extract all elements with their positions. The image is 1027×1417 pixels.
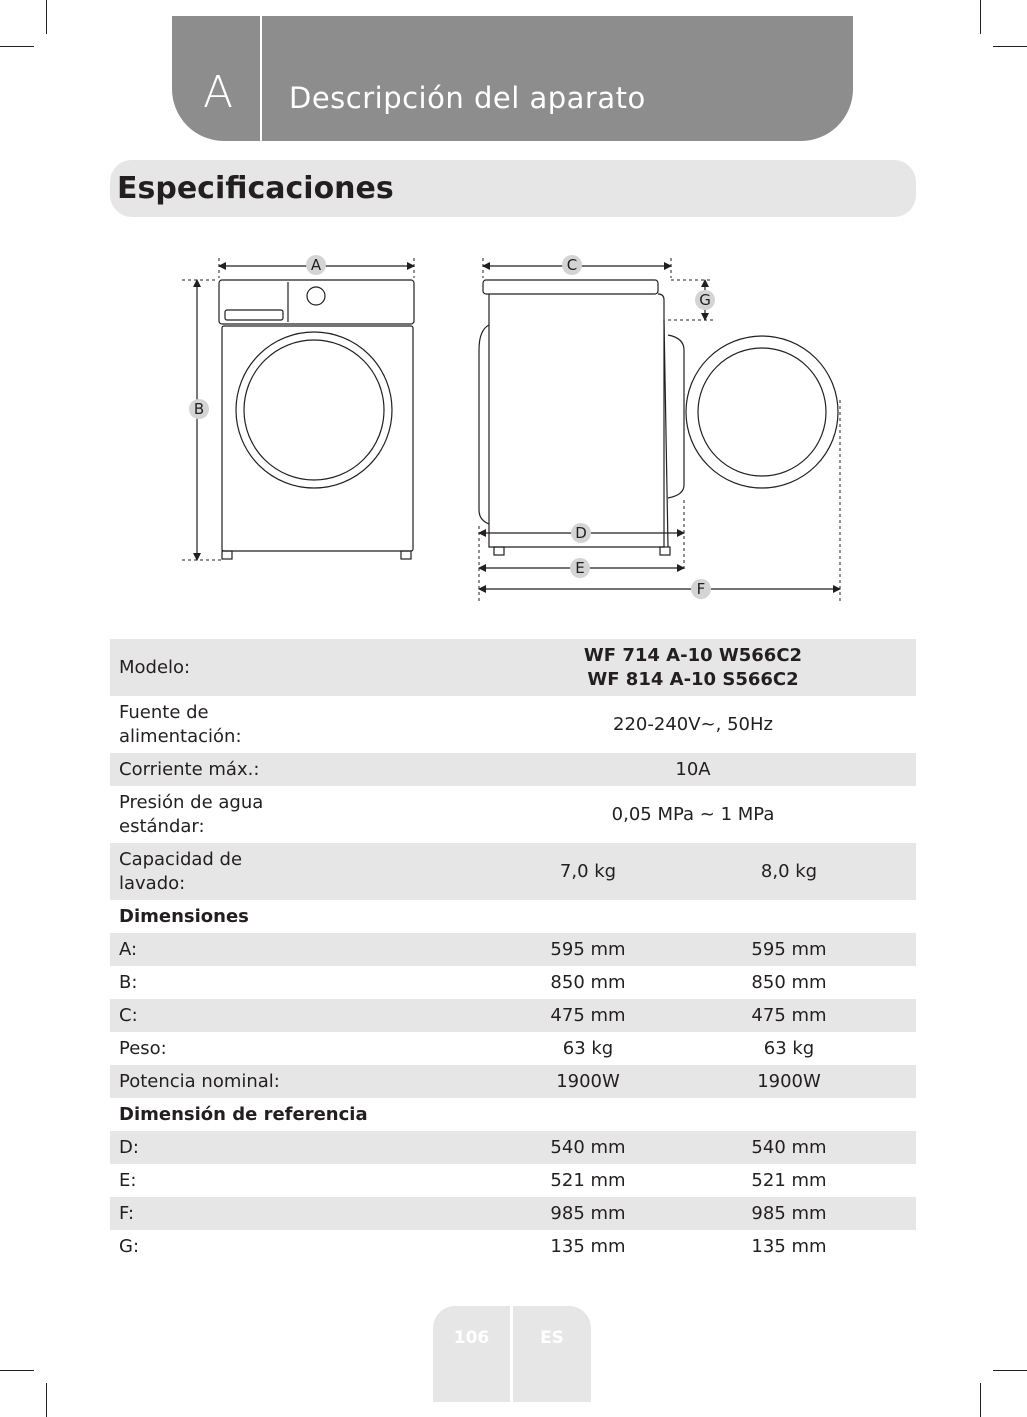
diagram-label-b: B <box>193 400 205 418</box>
crop-mark <box>993 1370 1027 1371</box>
table-row <box>110 933 916 966</box>
page-number: 106 <box>453 1328 490 1348</box>
reference-label: F: <box>119 1203 135 1224</box>
diagram-label-a: A <box>310 256 322 274</box>
chapter-title: Descripción del aparato <box>289 81 646 115</box>
water-pressure-label: Presión de agua <box>119 792 264 813</box>
dimension-value-1: 850 mm <box>550 972 626 993</box>
crop-mark <box>980 1383 981 1417</box>
dimension-value-2: 595 mm <box>751 939 827 960</box>
reference-value-2: 521 mm <box>751 1170 827 1191</box>
reference-value-2: 985 mm <box>751 1203 827 1224</box>
language-box <box>513 1306 591 1402</box>
reference-heading: Dimensión de referencia <box>119 1104 368 1125</box>
diagram-label-c: C <box>566 256 578 274</box>
reference-value-2: 540 mm <box>751 1137 827 1158</box>
reference-value-1: 540 mm <box>550 1137 626 1158</box>
weight-value-2: 63 kg <box>763 1038 815 1059</box>
dimension-label: B: <box>119 972 138 993</box>
section-title: Especificaciones <box>117 171 394 206</box>
table-row <box>110 1131 916 1164</box>
page-number-box <box>433 1306 510 1402</box>
reference-label: E: <box>119 1170 137 1191</box>
table-row <box>110 1164 916 1197</box>
table-row <box>110 1230 916 1263</box>
dimensions-heading: Dimensiones <box>119 906 249 927</box>
power-supply-label: Fuente de <box>119 702 209 723</box>
dimension-value-2: 475 mm <box>751 1005 827 1026</box>
rated-power-value-1: 1900W <box>556 1071 620 1092</box>
dimensions-diagram <box>0 0 1027 620</box>
power-supply-value: 220-240V~, 50Hz <box>613 714 773 735</box>
crop-mark <box>0 1370 34 1371</box>
weight-label: Peso: <box>119 1038 167 1059</box>
table-row-power-supply <box>110 696 916 753</box>
side-view-washer <box>479 280 838 555</box>
table-row-max-current <box>110 753 916 786</box>
table-row-dimensions-heading <box>110 900 916 933</box>
specifications-table <box>110 639 916 1263</box>
dimension-label: A: <box>119 939 138 960</box>
model-number-2: WF 814 A-10 S566C2 <box>587 669 799 690</box>
capacity-value-1: 7,0 kg <box>559 861 617 882</box>
table-row-model <box>110 639 916 696</box>
table-row <box>110 1032 916 1065</box>
dimension-value-2: 850 mm <box>751 972 827 993</box>
model-label: Modelo: <box>119 657 191 678</box>
table-row-reference-heading <box>110 1098 916 1131</box>
water-pressure-value: 0,05 MPa ~ 1 MPa <box>611 804 775 825</box>
dimension-value-1: 475 mm <box>550 1005 626 1026</box>
power-supply-label-2: alimentación: <box>119 726 242 747</box>
capacity-value-2: 8,0 kg <box>760 861 818 882</box>
table-row <box>110 966 916 999</box>
language-code: ES <box>540 1328 564 1348</box>
diagram-label-g: G <box>699 291 711 309</box>
reference-value-1: 521 mm <box>550 1170 626 1191</box>
table-row <box>110 1065 916 1098</box>
rated-power-value-2: 1900W <box>757 1071 821 1092</box>
reference-value-1: 135 mm <box>550 1236 626 1257</box>
reference-value-2: 135 mm <box>751 1236 827 1257</box>
diagram-label-d: D <box>575 524 587 542</box>
rated-power-label: Potencia nominal: <box>119 1071 280 1092</box>
max-current-value: 10A <box>675 759 711 780</box>
diagram-label-f: F <box>696 580 706 598</box>
crop-mark <box>46 1383 47 1417</box>
table-row <box>110 999 916 1032</box>
reference-label: G: <box>119 1236 140 1257</box>
max-current-label: Corriente máx.: <box>119 759 260 780</box>
reference-value-1: 985 mm <box>550 1203 626 1224</box>
table-row <box>110 1197 916 1230</box>
reference-label: D: <box>119 1137 139 1158</box>
dimension-value-1: 595 mm <box>550 939 626 960</box>
water-pressure-label-2: estándar: <box>119 816 205 837</box>
model-number-1: WF 714 A-10 W566C2 <box>583 645 803 666</box>
chapter-letter: A <box>202 67 234 118</box>
table-row-water-pressure <box>110 786 916 843</box>
weight-value-1: 63 kg <box>562 1038 614 1059</box>
front-view-washer <box>219 280 414 559</box>
diagram-label-e: E <box>575 559 585 577</box>
dimension-label: C: <box>119 1005 138 1026</box>
capacity-label: Capacidad de <box>119 849 243 870</box>
table-row-capacity <box>110 843 916 900</box>
capacity-label-2: lavado: <box>119 873 186 894</box>
